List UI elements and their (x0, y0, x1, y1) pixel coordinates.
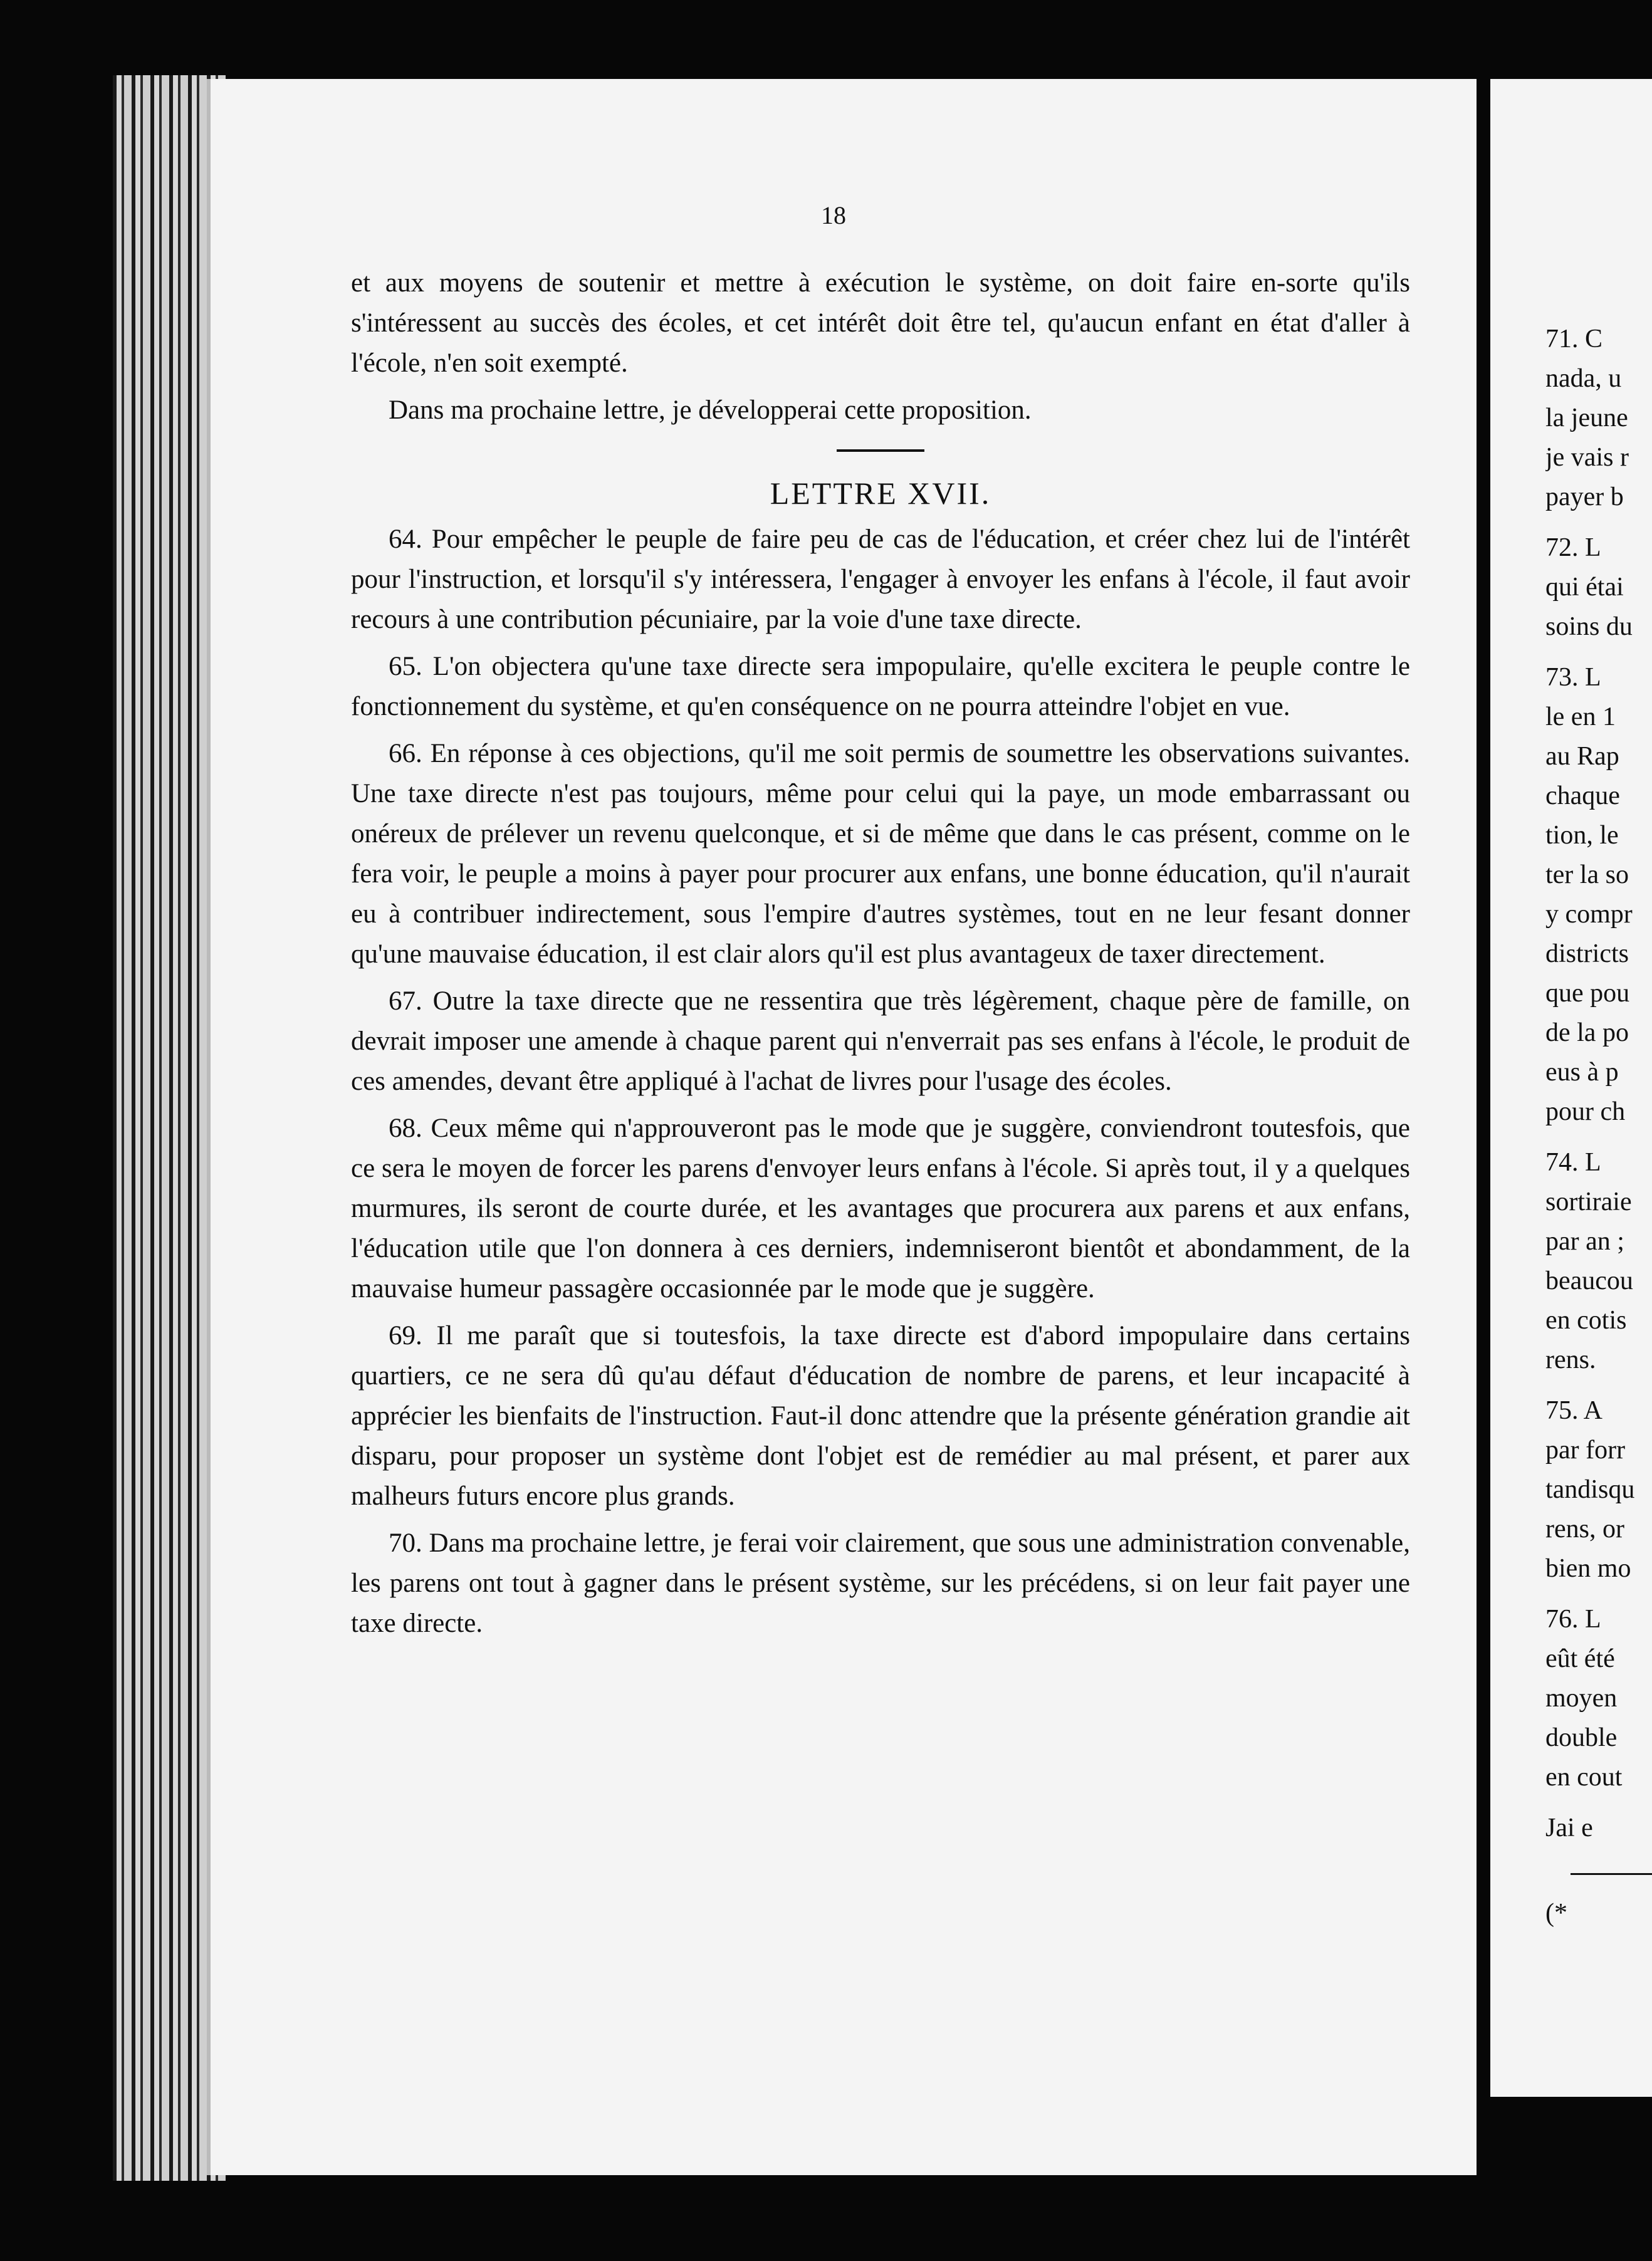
paragraph-gap (1545, 1132, 1652, 1143)
paragraph-65: 65. L'on objectera qu'une taxe directe sera impopulaire, qu'elle excitera le peuple contre le fonctionnement du système, et qu'en conséquence on ne pourra atteindre l'objet en vue. (351, 652, 1410, 721)
paragraph-68: 68. Ceux même qui n'approuveront pas le mode que je suggère, conviendront toutesfois, que ce sera le moyen de forcer les parens d'envoyer leurs enfans à l'école. Si après tout, il y a quelques murmures, ils seront de courte durée, et les avantages que procurera aux parens et aux enfans, l'éducation utile que l'on donnera à ces derniers, indemniseront bientôt et abondamment, de la mauvaise humeur passagère occasionnée par le mode que je suggère. (351, 1114, 1410, 1303)
right-page-line: qui étai (1545, 573, 1624, 602)
right-page-line: au Rap (1545, 742, 1619, 771)
right-page-line: 75. A (1545, 1396, 1603, 1425)
right-page-line: la jeune (1545, 404, 1628, 432)
right-page-line: bien mo (1545, 1554, 1631, 1583)
right-page-line: eût été (1545, 1644, 1615, 1673)
paragraph-69: 69. Il me paraît que si toutesfois, la taxe directe est d'abord impopulaire dans certains quartiers, ce ne sera dû qu'au défaut d'éducation de nombre de parens, et leur incapacité à apprécier les bienfaits de l'instruction. Faut-il donc attendre que la présente génération grandie ait disparu, pour proposer un système dont l'objet est de remédier au mal présent, et parer aux malheurs futurs encore plus grands. (351, 1321, 1410, 1511)
paragraph-67: 67. Outre la taxe directe que ne ressentira que très légèrement, chaque père de famille, on devrait imposer une amende à chaque parent qui n'enverrait pas ses enfans à l'école, le produit de ces amendes, devant être appliqué à l'achat de livres pour l'usage des écoles. (351, 986, 1410, 1096)
main-text-column (351, 263, 1410, 1651)
right-page-line: rens. (1545, 1345, 1596, 1374)
paragraph-continued: et aux moyens de soutenir et mettre à exécution le système, on doit faire en-sorte qu'ils s'intéressent au succès des écoles, et cet intérêt doit être tel, qu'aucun enfant en état d'aller à l'école, n'en soit exempté. (351, 268, 1410, 378)
right-page-line: par an ; (1545, 1227, 1624, 1256)
right-page-line: pour ch (1545, 1097, 1626, 1126)
letter-title: LETTRE XVII. (770, 476, 991, 511)
right-page-text (1545, 320, 1652, 1933)
right-page-line: 71. C (1545, 325, 1603, 353)
right-page-line: tion, le (1545, 821, 1619, 850)
right-page-line: en cotis (1545, 1306, 1627, 1335)
right-page-line: 74. L (1545, 1148, 1601, 1177)
right-page-line: rens, or (1545, 1515, 1624, 1543)
right-page-line: chaque (1545, 781, 1620, 810)
paragraph-66: 66. En réponse à ces objections, qu'il me soit permis de soumettre les observations suivantes. Une taxe directe n'est pas toujours, même pour celui qui la paye, un mode embarrassant ou onéreux de prélever un revenu quelconque, et si de même que dans le cas présent, comme on le fera voir, le peuple a moins à payer pour procurer aux enfans, une bonne éducation, qu'il n'aurait eu à contribuer indirectement, sous l'empire d'autres systèmes, tout en ne leur fesant donner qu'une mauvaise éducation, il est clair alors qu'il est plus avantageux de taxer directement. (351, 739, 1410, 969)
right-page-line: soins du (1545, 612, 1633, 641)
right-page-line: le en 1 (1545, 702, 1616, 731)
right-page-line: ter la so (1545, 860, 1629, 889)
paragraph-gap (1545, 647, 1652, 658)
right-page-line: eus à p (1545, 1058, 1619, 1087)
paragraph-gap (1545, 1380, 1652, 1391)
paragraph-64: 64. Pour empêcher le peuple de faire peu de cas de l'éducation, et créer chez lui de l'intérêt pour l'instruction, et lorsqu'il s'y intéressera, l'engager à envoyer les enfans à l'école, il faut avoir recours à une contribution pécuniaire, par la voie d'une taxe directe. (351, 525, 1410, 634)
right-page-line: (* (1545, 1899, 1567, 1928)
right-page-line: tandisqu (1545, 1475, 1635, 1504)
right-page-line: 72. L (1545, 533, 1601, 562)
right-page-line: sortiraie (1545, 1188, 1632, 1216)
right-page-line: que pou (1545, 979, 1630, 1008)
right-page-line: de la po (1545, 1018, 1629, 1047)
right-page-line: beaucou (1545, 1266, 1633, 1295)
paragraph-gap (1545, 1589, 1652, 1600)
paragraph-gap (1545, 517, 1652, 528)
paragraph-closing: Dans ma prochaine lettre, je développerai cette proposition. (389, 395, 1032, 425)
separator-rule (837, 449, 924, 452)
right-page-line: Jai e (1545, 1814, 1593, 1842)
right-page-line: 76. L (1545, 1605, 1601, 1634)
paragraph-gap (1545, 1797, 1652, 1809)
right-page-line: moyen (1545, 1684, 1618, 1713)
right-page-line: y compr (1545, 900, 1633, 929)
right-page-line: double (1545, 1723, 1618, 1752)
right-page-line: en cout (1545, 1763, 1623, 1792)
right-page-line: nada, u (1545, 364, 1622, 393)
right-page-line: districts (1545, 939, 1629, 968)
paragraph-70: 70. Dans ma prochaine lettre, je ferai voir clairement, que sous une administration convenable, les parens ont tout à gagner dans le présent système, sur les précédens, si on leur fait payer une taxe directe. (351, 1528, 1410, 1638)
right-separator-rule (1571, 1873, 1652, 1875)
right-page-line: je vais r (1545, 443, 1629, 472)
right-page-line: 73. L (1545, 663, 1601, 692)
page-number: 18 (821, 201, 846, 229)
right-page-line: payer b (1545, 483, 1624, 511)
right-page-line: par forr (1545, 1436, 1626, 1465)
